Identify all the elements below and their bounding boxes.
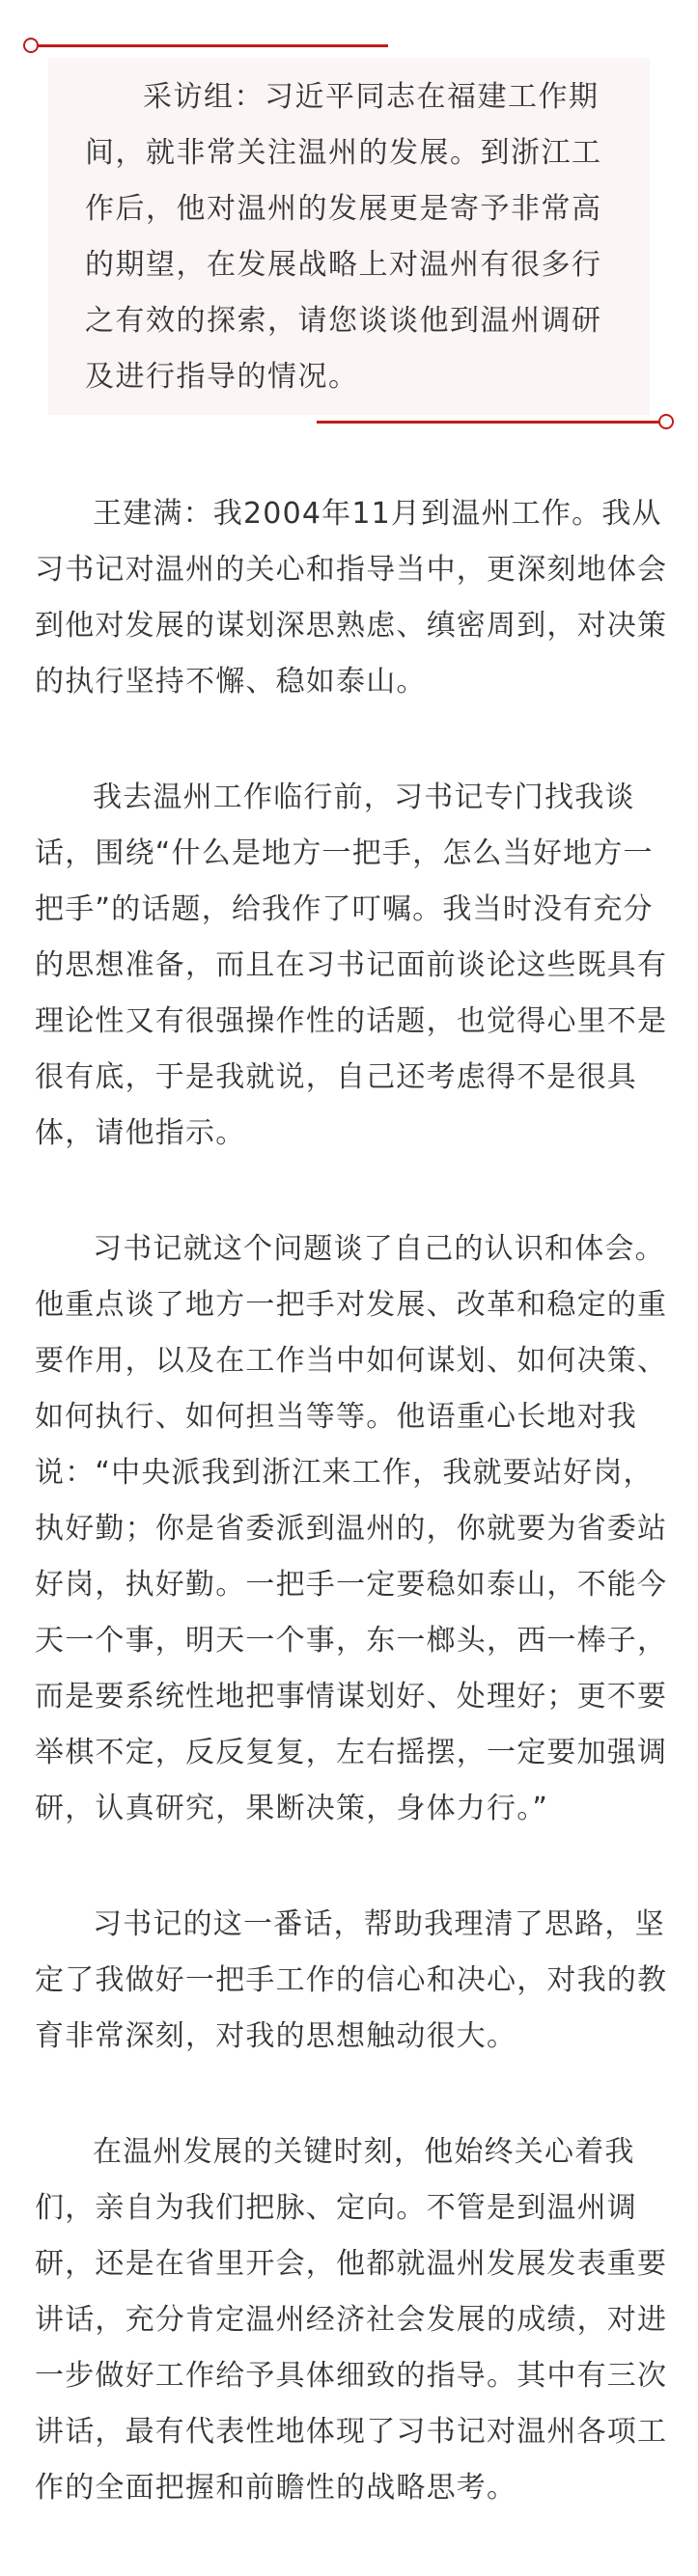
article-body — [35, 486, 672, 2576]
bottom-circle-ornament-icon — [658, 414, 674, 429]
bottom-divider-line — [317, 421, 666, 424]
top-circle-ornament-icon — [23, 38, 39, 53]
interview-question: 采访组：习近平同志在福建工作期间，就非常关注温州的发展。到浙江工作后，他对温州的发展更是寄予非常高的期望，在发展战略上对温州有很多行之有效的探索，请您谈谈他到温州调研及进行指导的情况。 — [85, 80, 602, 394]
paragraph-answer-intro: 王建满：我2004年11月到温州工作。我从习书记对温州的关心和指导当中，更深刻地体会到他对发展的谋划深思熟虑、缜密周到，对决策的执行坚持不懈、稳如泰山。 — [35, 497, 668, 699]
paragraph-secretary-guidance: 习书记就这个问题谈了自己的认识和体会。他重点谈了地方一把手对发展、改革和稳定的重要作用，以及在工作当中如何谋划、如何决策、如何执行、如何担当等等。他语重心长地对我说：“中央派我到浙江来工作，我就要站好岗，执好勤；你是省委派到温州的，你就要为省委站好岗，执好勤。一把手一定要稳如泰山，不能今天一个事，明天一个事，东一榔头，西一棒子，而是要系统性地把事情谋划好、处理好；更不要举棋不定，反反复复，左右摇摆，一定要加强调研，认真研究，果断决策，身体力行。” — [35, 1232, 668, 1825]
paragraph-pre-departure-talk: 我去温州工作临行前，习书记专门找我谈话，围绕“什么是地方一把手，怎么当好地方一把手”的话题，给我作了叮嘱。我当时没有充分的思想准备，而且在习书记面前谈论这些既具有理论性又有很强操作性的话题，也觉得心里不是很有底，于是我就说，自己还考虑得不是很具体，请他指示。 — [35, 781, 668, 1150]
paragraph-reflection: 习书记的这一番话，帮助我理清了思路，坚定了我做好一把手工作的信心和决心，对我的教育非常深刻，对我的思想触动很大。 — [35, 1907, 668, 2053]
paragraph-key-moments: 在温州发展的关键时刻，他始终关心着我们，亲自为我们把脉、定向。不管是到温州调研，还是在省里开会，他都就温州发展发表重要讲话，充分肯定温州经济社会发展的成绩，对进一步做好工作给予具体细致的指导。其中有三次讲话，最有代表性地体现了习书记对温州各项工作的全面把握和前瞻性的战略思考。 — [35, 2135, 668, 2505]
top-divider-line — [31, 44, 388, 47]
